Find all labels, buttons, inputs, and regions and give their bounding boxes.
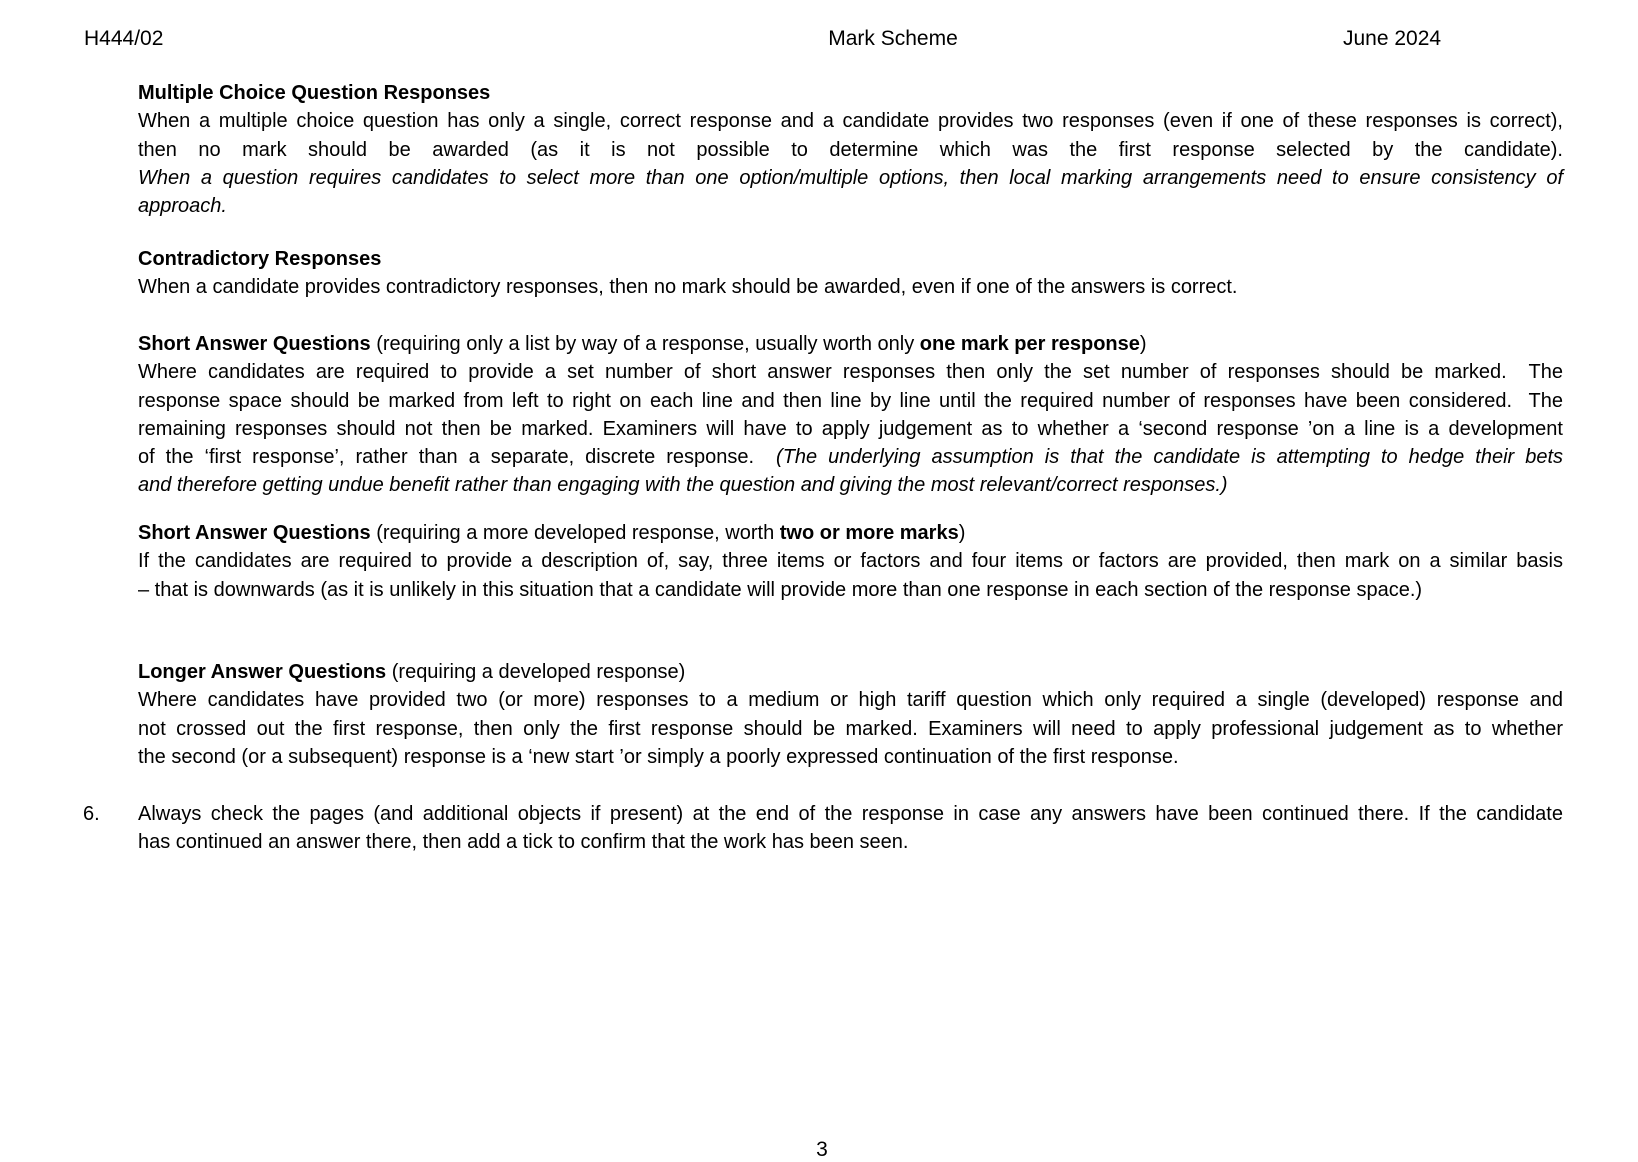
- section-short-answer-developed: [138, 519, 1563, 604]
- text-line: [138, 164, 1563, 192]
- text-line: [138, 715, 1563, 743]
- text-line: [138, 443, 1563, 471]
- text: Where candidates are required to provide a set number of short answer responses then only the set number of responses should be marked. The: [138, 361, 1563, 384]
- text-line: [138, 358, 1563, 386]
- text-line: [138, 686, 1563, 714]
- text: has continued an answer there, then add a tick to confirm that the work has been seen.: [138, 831, 909, 854]
- text-line: [138, 547, 1563, 575]
- italic-text: approach.: [138, 195, 227, 218]
- text: remaining responses should not then be marked. Examiners will have to apply judgement as to whether a ‘second response ’on a line is a development: [138, 417, 1563, 440]
- text: not crossed out the first response, then only the first response should be marked. Examiners will need to apply professional judgement as to whether: [138, 717, 1563, 740]
- text: When a multiple choice question has only a single, correct response and a candidate provides two responses (even if one of these responses is correct),: [138, 110, 1563, 133]
- document-code: H444/02: [84, 27, 164, 50]
- text-line: [138, 415, 1563, 443]
- section-heading: [138, 245, 1563, 273]
- text: the second (or a subsequent) response is a ‘new start ’or simply a poorly expressed continuation of the first response.: [138, 745, 1179, 768]
- text-line: [138, 471, 1563, 499]
- section-heading: [138, 79, 1563, 107]
- text: ): [1139, 333, 1147, 355]
- text: (requiring a developed response): [386, 661, 686, 683]
- text: Where candidates have provided two (or more) responses to a medium or high tariff question which only required a single (developed) response and: [138, 689, 1563, 712]
- item-number: 6.: [83, 803, 100, 825]
- text-line: [138, 576, 1563, 604]
- section-short-answer-list: [138, 330, 1563, 500]
- section-heading: [138, 519, 1563, 547]
- text-line: [138, 387, 1563, 415]
- section-multiple-choice: [138, 79, 1563, 220]
- bold-text: two or more marks: [779, 522, 959, 544]
- text-line: [138, 273, 1563, 301]
- text-line: [138, 192, 1563, 220]
- section-heading: [138, 330, 1563, 358]
- section-heading: [138, 658, 1563, 686]
- italic-text: and therefore getting undue benefit rather than engaging with the question and giving the most relevant/correct responses.): [138, 474, 1228, 497]
- item-6-text: [138, 800, 1563, 857]
- text: – that is downwards (as it is unlikely in this situation that a candidate will provide more than one response in each section of the response space.): [138, 578, 1423, 601]
- bold-text: one mark per response: [919, 333, 1140, 355]
- page-number: 3: [816, 1138, 828, 1161]
- bold-text: Longer Answer Questions: [138, 661, 387, 683]
- text-line: [138, 743, 1563, 771]
- bold-text: Short Answer Questions: [138, 333, 371, 355]
- text-line: [138, 107, 1563, 135]
- text: Always check the pages (and additional objects if present) at the end of the response in case any answers have been continued there. If the candidate: [138, 803, 1563, 825]
- text: response space should be marked from left to right on each line and then line by line until the required number of responses have been considered. The: [138, 389, 1563, 412]
- section-contradictory: [138, 245, 1563, 302]
- bold-text: Contradictory Responses: [138, 248, 382, 270]
- italic-text: (The underlying assumption is that the candidate is attempting to hedge their bets: [776, 446, 1563, 469]
- text: When a candidate provides contradictory responses, then no mark should be awarded, even if one of the answers is correct.: [138, 276, 1238, 299]
- text: then no mark should be awarded (as it is not possible to determine which was the first response selected by the candidate).: [138, 138, 1563, 161]
- bold-text: Multiple Choice Question Responses: [138, 82, 491, 104]
- text-line: [138, 828, 1563, 856]
- bold-text: Short Answer Questions: [138, 522, 371, 544]
- text: (requiring only a list by way of a response, usually worth only: [370, 333, 920, 355]
- text: ): [958, 522, 966, 544]
- text-line: [138, 800, 1563, 828]
- text: If the candidates are required to provide a description of, say, three items or factors and four items or factors are provided, then mark on a similar basis: [138, 550, 1563, 573]
- text-line: [138, 136, 1563, 164]
- document-title: Mark Scheme: [828, 27, 958, 50]
- text: of the ‘first response’, rather than a separate, discrete response.: [138, 446, 777, 469]
- section-longer-answer: [138, 658, 1563, 771]
- text: (requiring a more developed response, worth: [370, 522, 780, 544]
- italic-text: When a question requires candidates to select more than one option/multiple options, then local marking arrangements need to ensure consistency of: [138, 166, 1563, 189]
- document-date: June 2024: [1343, 27, 1442, 50]
